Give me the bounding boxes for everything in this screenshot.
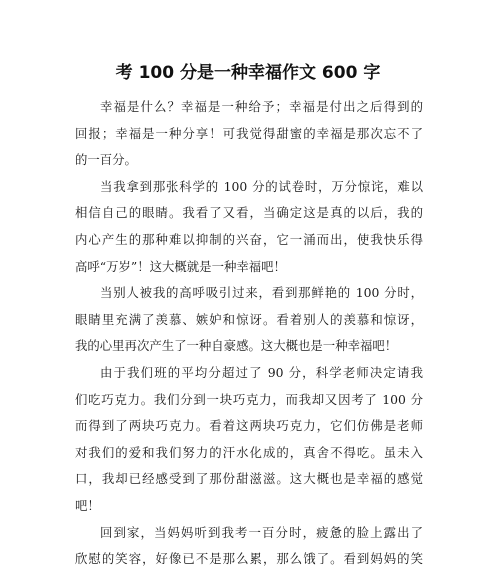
text-line: 们吃巧克力。我们分到一块巧克力，而我却又因考了 100 分 [75, 391, 423, 407]
text-line: 高呼“万岁”！这大概就是一种幸福吧！ [75, 258, 286, 274]
text-line: 幸福是什么？幸福是一种给予；幸福是付出之后得到的 [100, 99, 423, 114]
paragraph-3 [75, 280, 423, 360]
text-line: 而得到了两块巧克力。看着这两块巧克力，它们仿佛是老师 [75, 418, 423, 434]
text-line: 我的心里再次产生了一种自豪感。这大概也是一种幸福吧！ [75, 338, 398, 354]
text-line: 眼睛里充满了羡慕、嫉妒和惊讶。看着别人的羡慕和惊讶， [75, 311, 423, 327]
text-line: 相信自己的眼睛。我看了又看，当确定这是真的以后，我的 [75, 205, 423, 221]
paragraph-2 [75, 174, 423, 280]
text-line: 口，我却已经感受到了那份甜滋滋。这大概也是幸福的感觉 [75, 471, 423, 487]
text-line: 的一百分。 [75, 152, 137, 168]
essay-body [75, 94, 423, 573]
paragraph-1 [75, 94, 423, 174]
paragraph-5 [75, 520, 423, 573]
text-line: 回报；幸福是一种分享！可我觉得甜蜜的幸福是那次忘不了 [75, 125, 423, 141]
text-line: 欣慰的笑容，好像已不是那么累，那么饿了。看到妈妈的笑 [75, 551, 423, 567]
essay-title: 考 100 分是一种幸福作文 600 字 [115, 63, 381, 83]
text-line: 回到家，当妈妈听到我考一百分时，疲惫的脸上露出了 [100, 524, 423, 540]
text-line: 当我拿到那张科学的 100 分的试卷时，万分惊诧，难以 [100, 178, 423, 194]
text-line: 由于我们班的平均分超过了 90 分，科学老师决定请我 [100, 364, 423, 380]
paragraph-4 [75, 360, 423, 520]
text-line: 对我们的爱和我们努力的汗水化成的，真舍不得吃。虽未入 [75, 444, 423, 460]
text-line: 当别人被我的高呼吸引过来，看到那鲜艳的 100 分时， [100, 285, 423, 301]
text-line: 内心产生的那种难以抑制的兴奋，它一涌而出，使我快乐得 [75, 231, 423, 247]
text-line: 吧！ [75, 497, 100, 513]
